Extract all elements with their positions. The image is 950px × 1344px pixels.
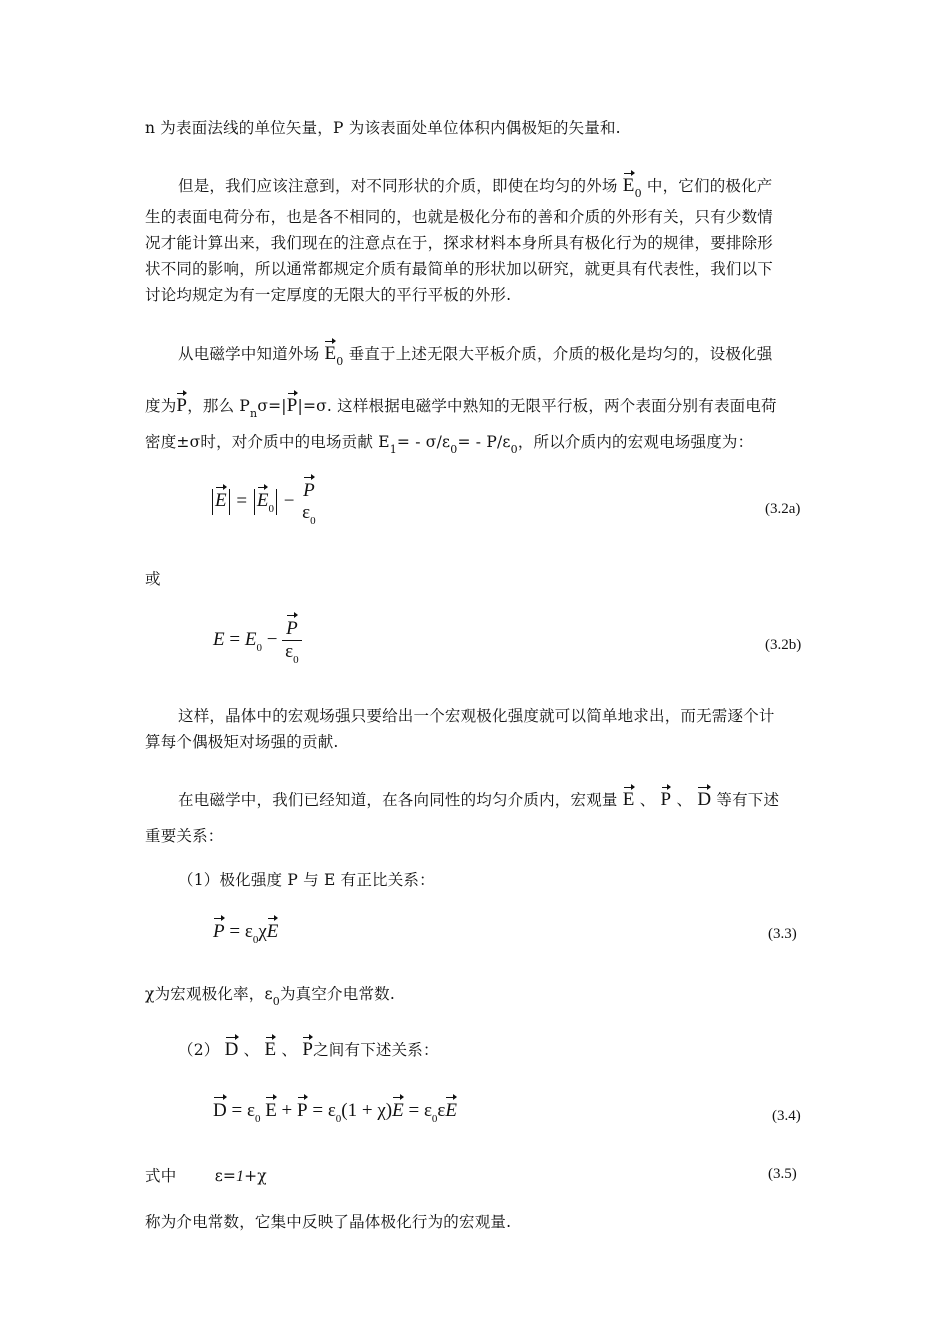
vector-E: E (324, 343, 337, 364)
text-line: 重要关系： (145, 827, 224, 845)
text-line: 称为介电常数，它集中反映了晶体极化行为的宏观量. (145, 1213, 512, 1231)
text-line: n 为表面法线的单位矢量，P 为该表面处单位体积内偶极矩的矢量和. (145, 119, 621, 137)
vector-E: E (622, 175, 635, 196)
text-line: 从电磁学中知道外场 $E_0$ 垂直于上述无限大平板介质，介质的极化是均匀的，设极化强 (178, 343, 773, 368)
equation-number: (3.2a) (765, 501, 801, 517)
list-item: （1）极化强度 P 与 E 有正比关系： (178, 871, 435, 889)
text-line: 密度±σ时，对介质中的电场贡献 $E_1= - \sigma/\varepsilon_0= - P/\varepsilon_0$，所以介质内的宏观电场强度为： (145, 433, 754, 456)
equation-3-2a: $E = E_0$ − P $\varepsilon_0$ (210, 480, 319, 524)
text-line: 但是，我们应该注意到，对不同形状的介质，即使在均匀的外场 $E_0$ 中，它们的极化产 (178, 175, 773, 200)
text-line: χ为宏观极化率，$\varepsilon_0$为真空介电常数. (145, 985, 395, 1008)
vector-P: P (176, 395, 188, 416)
equation-3-4: $D = \varepsilon_0$ $E + P = \varepsilon_0(1 + \chi)E = \varepsilon_0\varepsilon E$ (213, 1100, 458, 1125)
text-line: 在电磁学中，我们已经知道，在各向同性的均匀介质内，宏观量 E 、 P 、 D 等有下述 (178, 789, 780, 810)
vector-P: P (286, 395, 298, 416)
text-line: 这样，晶体中的宏观场强只要给出一个宏观极化强度就可以简单地求出，而无需逐个计 (178, 707, 775, 725)
text-line: 状不同的影响，所以通常都规定介质有最简单的形状加以研究，就更具有代表性，我们以下 (145, 260, 774, 278)
text-line: 况才能计算出来，我们现在的注意点在于，探求材料本身所具有极化行为的规律，要排除形 (145, 234, 774, 252)
text-line: 度为P，那么 $P_n\sigma=|P|=\sigma$. 这样根据电磁学中熟知的无限平行板，两个表面分别有表面电荷 (145, 395, 777, 420)
equation-3-2b: $E = E_0$ − $\frac{P}{\varepsilon_0}$ (213, 618, 302, 663)
equation-number: (3.4) (772, 1108, 801, 1124)
text-line: 讨论均规定为有一定厚度的无限大的平行平板的外形. (145, 286, 512, 304)
text-line: 算每个偶极矩对场强的贡献. (145, 733, 339, 751)
text-line: 生的表面电荷分布，也是各不相同的，也就是极化分布的善和介质的外形有关，只有少数情 (145, 208, 774, 226)
text-line: 或 (145, 570, 161, 588)
equation-3-5: 式中 ε=1+χ (145, 1167, 267, 1185)
equation-number: (3.2b) (765, 637, 802, 653)
equation-number: (3.5) (768, 1166, 797, 1182)
equation-3-3: $P = \varepsilon_0\chi E$ (213, 921, 279, 946)
equation-number: (3.3) (768, 926, 797, 942)
list-item: （2） D 、 E 、 P之间有下述关系： (178, 1039, 439, 1060)
